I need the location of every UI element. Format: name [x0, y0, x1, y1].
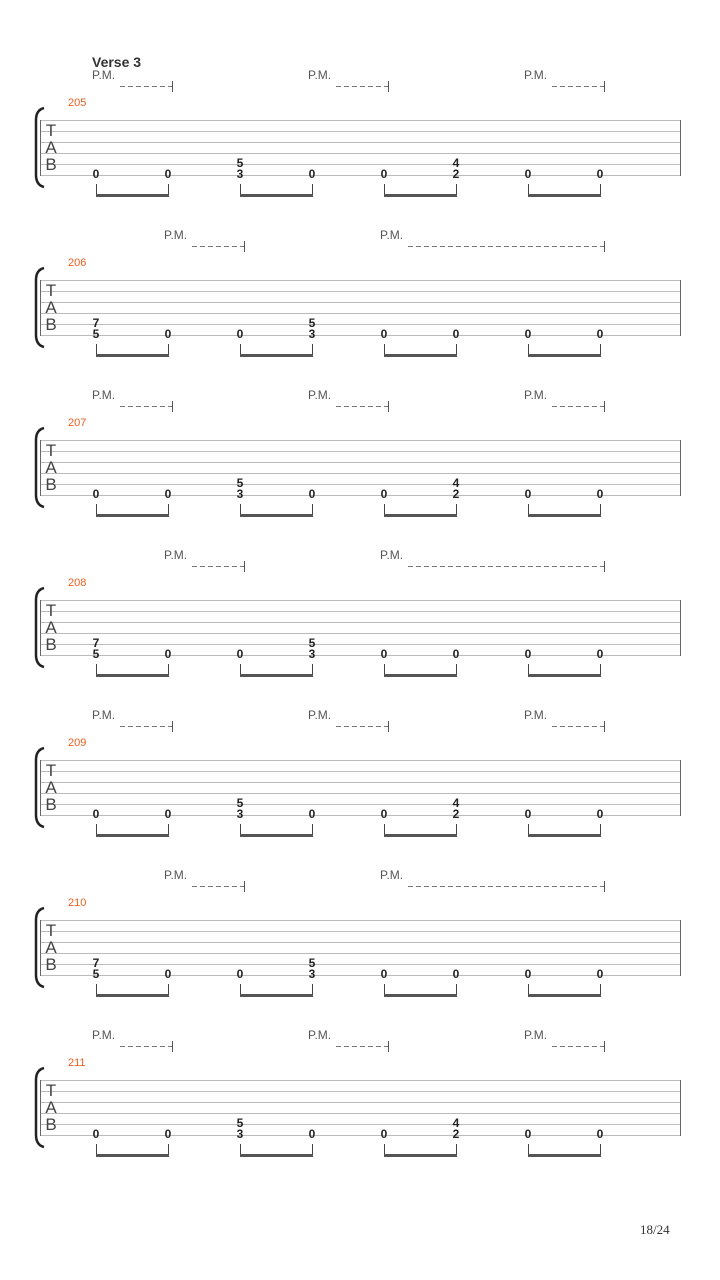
- bar-number: 210: [68, 897, 87, 909]
- fret-number: 4: [452, 796, 460, 810]
- fret-number: 4: [452, 156, 460, 170]
- fret-number: 0: [452, 967, 460, 981]
- palm-mute-label: P.M.: [164, 548, 188, 562]
- tab-clef-letter: B: [45, 1115, 57, 1134]
- beam: [240, 834, 313, 837]
- beam: [240, 354, 313, 357]
- page-number: 18/24: [640, 1222, 670, 1237]
- fret-number: 0: [236, 647, 244, 661]
- fret-number: 0: [596, 647, 604, 661]
- beam: [528, 354, 601, 357]
- tab-system: [0, 870, 720, 1030]
- tab-system: [0, 390, 720, 550]
- tab-clef-letter: A: [45, 938, 57, 957]
- tab-clef-letter: A: [45, 1098, 57, 1117]
- fret-number: 0: [380, 487, 388, 501]
- palm-mute-label: P.M.: [92, 388, 116, 402]
- fret-number: 5: [236, 796, 244, 810]
- fret-number: 0: [92, 167, 100, 181]
- fret-number: 3: [308, 647, 316, 661]
- staff-lines: [0, 390, 720, 550]
- fret-number: 2: [452, 487, 460, 501]
- fret-number: 0: [596, 967, 604, 981]
- staff-lines: [0, 230, 720, 390]
- fret-number: 5: [236, 1116, 244, 1130]
- fret-number: 0: [380, 647, 388, 661]
- section-title: Verse 3: [92, 54, 142, 70]
- fret-number: 0: [308, 807, 316, 821]
- fret-number: 5: [236, 476, 244, 490]
- fret-number: 0: [164, 1127, 172, 1141]
- tab-clef-letter: B: [45, 475, 57, 494]
- beam: [384, 194, 457, 197]
- fret-number: 4: [452, 1116, 460, 1130]
- bar-number: 205: [68, 97, 87, 109]
- fret-number: 0: [164, 327, 172, 341]
- fret-number: 0: [524, 1127, 532, 1141]
- palm-mute-label: P.M.: [164, 228, 188, 242]
- fret-number: 0: [452, 647, 460, 661]
- beam: [384, 514, 457, 517]
- tab-clef-letter: B: [45, 635, 57, 654]
- fret-number: 0: [236, 967, 244, 981]
- fret-number: 0: [596, 327, 604, 341]
- tab-clef-letter: T: [45, 281, 57, 300]
- bar-number: 209: [68, 737, 87, 749]
- fret-number: 0: [308, 1127, 316, 1141]
- fret-number: 0: [92, 1127, 100, 1141]
- fret-number: 5: [236, 156, 244, 170]
- fret-number: 0: [164, 647, 172, 661]
- beam: [528, 1154, 601, 1157]
- fret-number: 3: [236, 487, 244, 501]
- fret-number: 0: [524, 487, 532, 501]
- fret-number: 3: [236, 807, 244, 821]
- beam: [240, 194, 313, 197]
- fret-number: 0: [308, 487, 316, 501]
- fret-number: 5: [92, 327, 100, 341]
- palm-mute-label: P.M.: [92, 708, 116, 722]
- tab-clef-letter: T: [45, 921, 57, 940]
- fret-number: 0: [380, 167, 388, 181]
- tab-clef-letter: A: [45, 778, 57, 797]
- tab-clef-letter: A: [45, 298, 57, 317]
- beam: [384, 994, 457, 997]
- tab-system: [0, 70, 720, 230]
- beam: [96, 834, 169, 837]
- beam: [240, 674, 313, 677]
- tab-clef-letter: A: [45, 138, 57, 157]
- palm-mute-label: P.M.: [380, 228, 404, 242]
- staff-lines: [0, 710, 720, 870]
- fret-number: 5: [308, 956, 316, 970]
- beam: [528, 194, 601, 197]
- beam: [96, 514, 169, 517]
- fret-number: 0: [380, 327, 388, 341]
- tab-clef-letter: T: [45, 441, 57, 460]
- palm-mute-label: P.M.: [524, 68, 548, 82]
- tab-system: [0, 710, 720, 870]
- fret-number: 0: [524, 967, 532, 981]
- staff-lines: [0, 70, 720, 230]
- palm-mute-label: P.M.: [524, 388, 548, 402]
- palm-mute-label: P.M.: [380, 868, 404, 882]
- beam: [528, 834, 601, 837]
- tab-clef-letter: A: [45, 618, 57, 637]
- palm-mute-label: P.M.: [524, 708, 548, 722]
- fret-number: 0: [164, 167, 172, 181]
- tab-clef-letter: T: [45, 761, 57, 780]
- fret-number: 5: [308, 636, 316, 650]
- beam: [96, 354, 169, 357]
- beam: [384, 674, 457, 677]
- fret-number: 5: [308, 316, 316, 330]
- fret-number: 7: [92, 636, 100, 650]
- fret-number: 0: [524, 167, 532, 181]
- bar-number: 208: [68, 577, 87, 589]
- beam: [96, 994, 169, 997]
- tab-clef-letter: B: [45, 155, 57, 174]
- tab-system: [0, 1030, 720, 1190]
- palm-mute-label: P.M.: [308, 68, 332, 82]
- fret-number: 0: [596, 1127, 604, 1141]
- palm-mute-label: P.M.: [308, 1028, 332, 1042]
- beam: [384, 1154, 457, 1157]
- tab-clef-letter: A: [45, 458, 57, 477]
- bar-number: 211: [68, 1057, 86, 1069]
- fret-number: 0: [380, 807, 388, 821]
- fret-number: 0: [524, 807, 532, 821]
- fret-number: 0: [596, 807, 604, 821]
- fret-number: 0: [452, 327, 460, 341]
- fret-number: 0: [164, 807, 172, 821]
- fret-number: 0: [164, 967, 172, 981]
- fret-number: 5: [92, 647, 100, 661]
- fret-number: 4: [452, 476, 460, 490]
- bar-number: 207: [68, 417, 87, 429]
- fret-number: 7: [92, 316, 100, 330]
- fret-number: 3: [308, 967, 316, 981]
- beam: [96, 674, 169, 677]
- fret-number: 0: [596, 167, 604, 181]
- beam: [96, 194, 169, 197]
- palm-mute-label: P.M.: [308, 388, 332, 402]
- fret-number: 0: [92, 807, 100, 821]
- fret-number: 3: [236, 1127, 244, 1141]
- beam: [96, 1154, 169, 1157]
- fret-number: 7: [92, 956, 100, 970]
- fret-number: 0: [308, 167, 316, 181]
- beam: [384, 834, 457, 837]
- fret-number: 0: [164, 487, 172, 501]
- palm-mute-label: P.M.: [164, 868, 188, 882]
- beam: [384, 354, 457, 357]
- bar-number: 206: [68, 257, 87, 269]
- palm-mute-label: P.M.: [380, 548, 404, 562]
- staff-lines: [0, 870, 720, 1030]
- fret-number: 3: [236, 167, 244, 181]
- tab-clef-letter: B: [45, 955, 57, 974]
- fret-number: 2: [452, 1127, 460, 1141]
- fret-number: 0: [596, 487, 604, 501]
- tab-clef-letter: T: [45, 121, 57, 140]
- fret-number: 3: [308, 327, 316, 341]
- fret-number: 0: [380, 1127, 388, 1141]
- fret-number: 0: [524, 327, 532, 341]
- tab-clef-letter: B: [45, 315, 57, 334]
- fret-number: 2: [452, 807, 460, 821]
- palm-mute-label: P.M.: [92, 68, 116, 82]
- tab-system: [0, 550, 720, 710]
- fret-number: 0: [236, 327, 244, 341]
- beam: [240, 994, 313, 997]
- fret-number: 0: [380, 967, 388, 981]
- tab-clef-letter: T: [45, 601, 57, 620]
- beam: [240, 514, 313, 517]
- beam: [528, 514, 601, 517]
- palm-mute-label: P.M.: [524, 1028, 548, 1042]
- palm-mute-label: P.M.: [92, 1028, 116, 1042]
- palm-mute-label: P.M.: [308, 708, 332, 722]
- staff-lines: [0, 1030, 720, 1190]
- fret-number: 2: [452, 167, 460, 181]
- fret-number: 0: [92, 487, 100, 501]
- tab-clef-letter: B: [45, 795, 57, 814]
- tab-clef-letter: T: [45, 1081, 57, 1100]
- staff-lines: [0, 550, 720, 710]
- beam: [528, 994, 601, 997]
- fret-number: 5: [92, 967, 100, 981]
- fret-number: 0: [524, 647, 532, 661]
- tab-system: [0, 230, 720, 390]
- beam: [528, 674, 601, 677]
- beam: [240, 1154, 313, 1157]
